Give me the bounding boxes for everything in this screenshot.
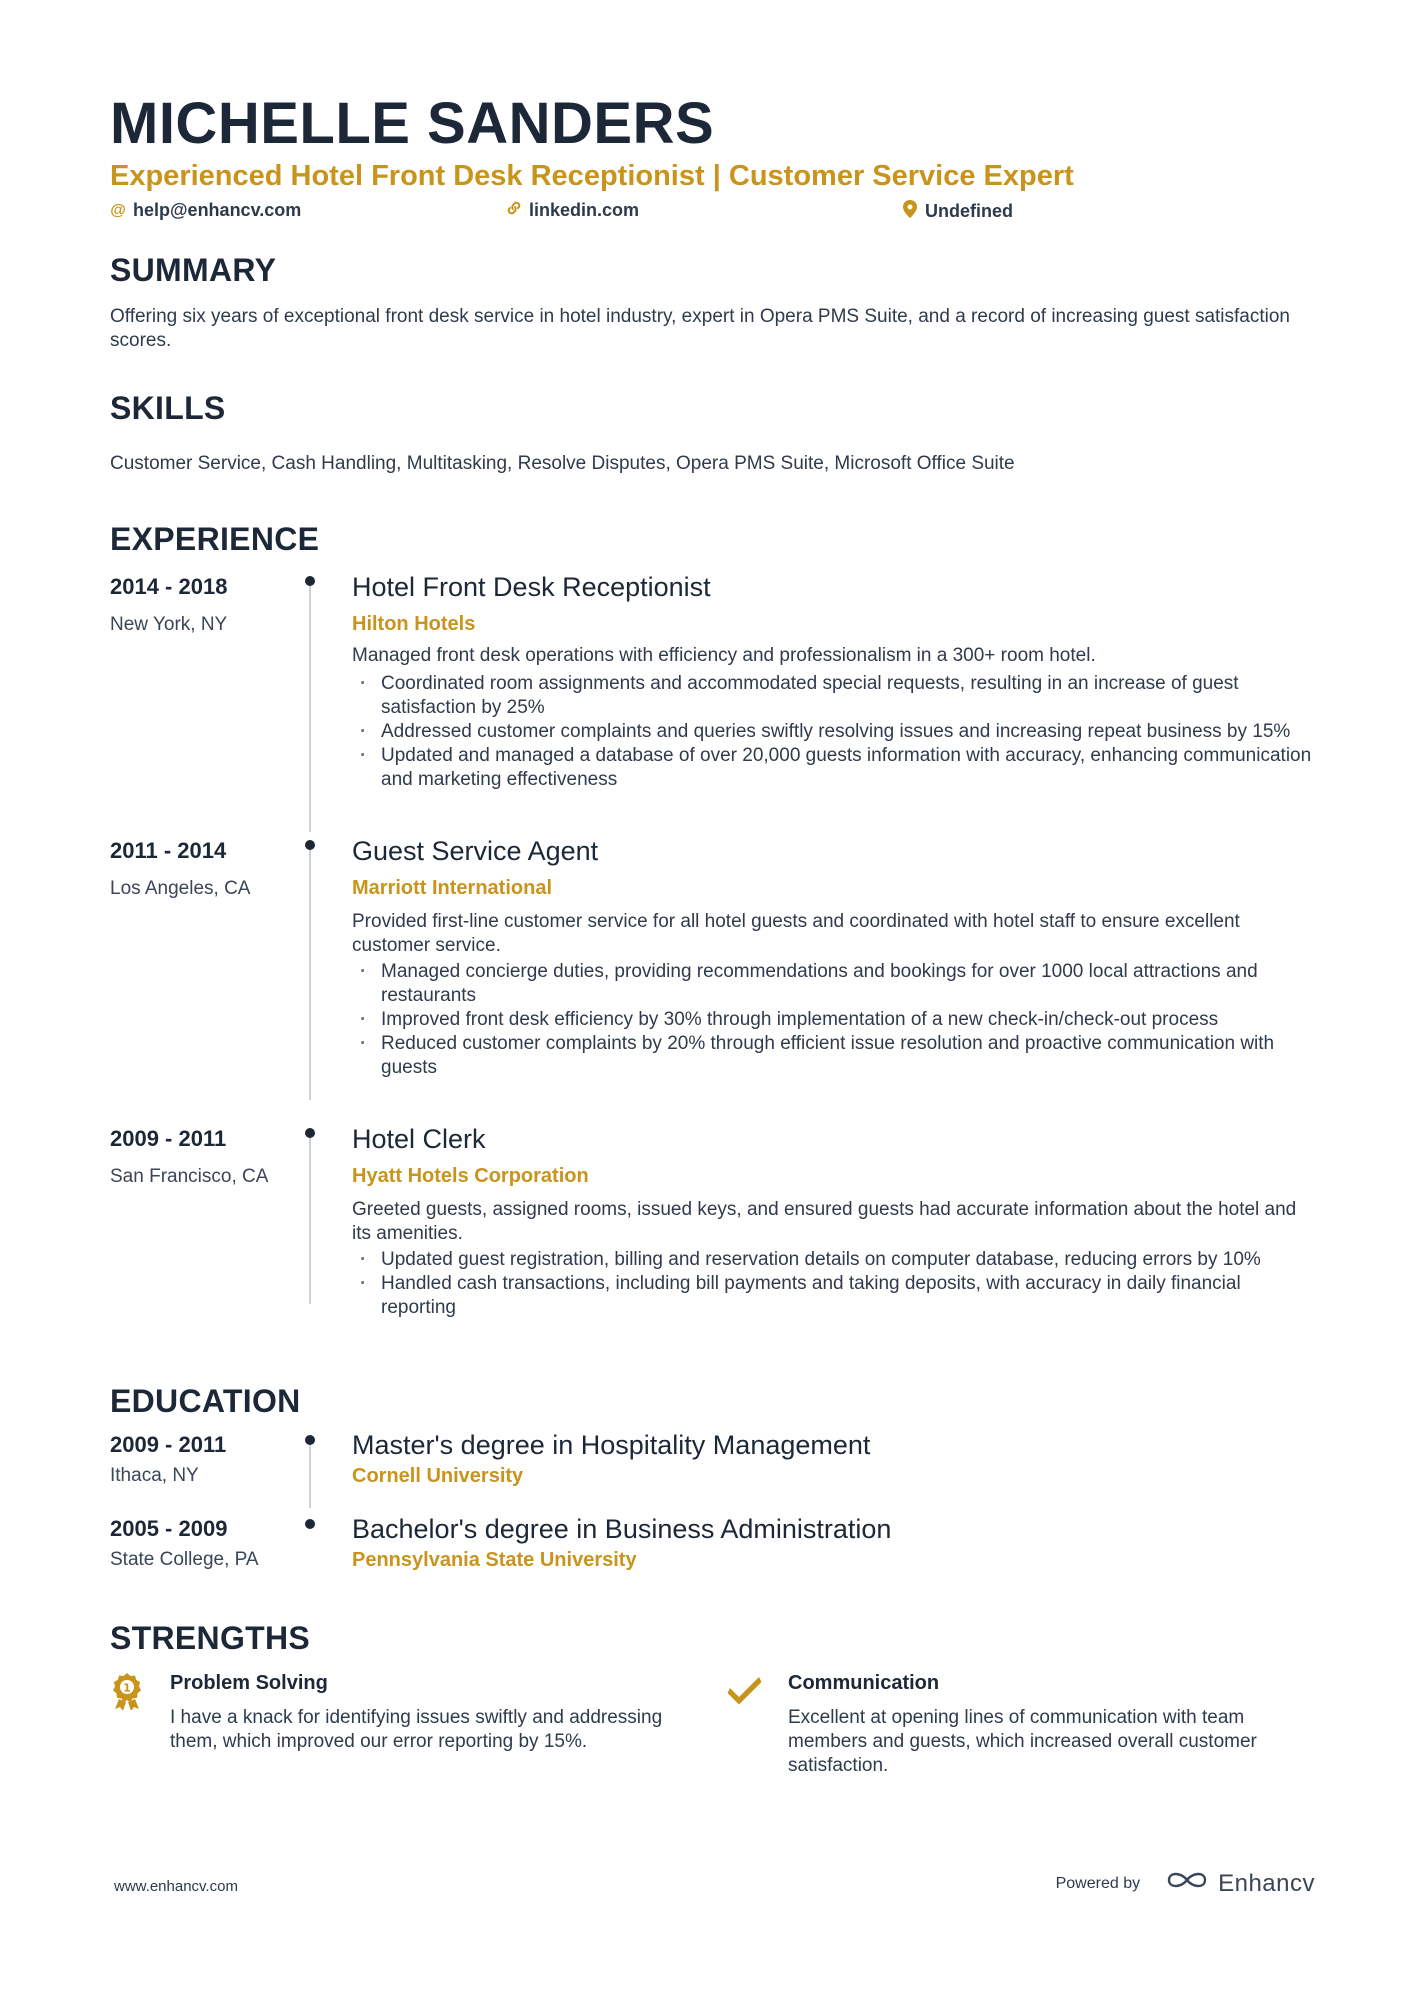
award-icon [110, 1672, 144, 1710]
job-description: Provided first-line customer service for all hotel guests and coordinated with hotel staff to ensure excellent customer service. [352, 911, 1240, 956]
footer-branding [1056, 1868, 1315, 1899]
job-bullets [352, 672, 1312, 792]
powered-by-label: Powered by [1055, 1874, 1141, 1892]
experience-heading: EXPERIENCE [110, 521, 320, 557]
contact-linkedin[interactable] [506, 200, 639, 221]
job-location: San Francisco, CA [110, 1166, 269, 1187]
timeline-dot [305, 840, 315, 850]
job-company: Marriott International [352, 877, 553, 899]
contact-location [902, 200, 1013, 223]
edu-degree: Master's degree in Hospitality Management [352, 1430, 871, 1460]
job-dates: 2011 - 2014 [110, 838, 227, 863]
strength-text: Excellent at opening lines of communication with team members and guests, which increased overall customer satisfaction. [788, 1707, 1257, 1776]
svg-text:1: 1 [123, 1681, 131, 1695]
job-description: Managed front desk operations with efficiency and professionalism in a 300+ room hotel. [352, 645, 1096, 666]
contact-bar [110, 200, 1310, 224]
list-item: · Addressed customer complaints and queries swiftly resolving issues and increasing repeat business by 15% [352, 720, 1312, 744]
list-item: · Updated and managed a database of over 20,000 guests information with accuracy, enhancing communication and marketing effectiveness [352, 744, 1312, 792]
job-location: Los Angeles, CA [110, 878, 251, 899]
brand-logo[interactable] [1164, 1868, 1315, 1899]
job-dates: 2014 - 2018 [110, 574, 228, 599]
job-title: Guest Service Agent [352, 836, 599, 866]
strength-text: I have a knack for identifying issues swiftly and addressing them, which improved our error reporting by 15%. [170, 1707, 663, 1752]
footer-website[interactable]: www.enhancv.com [114, 1878, 238, 1895]
linkedin-text: linkedin.com [529, 200, 640, 220]
timeline-line [309, 576, 311, 832]
job-location: New York, NY [110, 614, 228, 635]
job-title: Hotel Clerk [352, 1124, 486, 1154]
list-item: · Reduced customer complaints by 20% through efficient issue resolution and proactive communication with guests [352, 1032, 1312, 1080]
timeline-dot [305, 1128, 315, 1138]
timeline-dot [305, 1519, 315, 1529]
list-item: · Handled cash transactions, including bill payments and taking deposits, with accuracy in daily financial reporting [352, 1272, 1312, 1320]
timeline-line [309, 1128, 311, 1304]
edu-location: State College, PA [110, 1549, 259, 1570]
summary-heading: SUMMARY [110, 252, 277, 288]
brand-name: Enhancv [1218, 1869, 1315, 1897]
edu-school: Pennsylvania State University [352, 1549, 637, 1571]
list-item: · Improved front desk efficiency by 30% through implementation of a new check-in/check-out process [352, 1008, 1312, 1032]
edu-dates: 2009 - 2011 [110, 1432, 227, 1457]
job-bullets [352, 960, 1312, 1080]
edu-degree: Bachelor's degree in Business Administration [352, 1514, 892, 1544]
at-icon: @ [110, 201, 126, 219]
candidate-name: MICHELLE SANDERS [110, 91, 715, 156]
map-pin-icon [902, 200, 918, 223]
edu-location: Ithaca, NY [110, 1465, 199, 1486]
link-icon [506, 200, 522, 221]
strength-title: Communication [788, 1672, 940, 1694]
edu-school: Cornell University [352, 1465, 524, 1487]
timeline-dot [305, 1435, 315, 1445]
strength-title: Problem Solving [170, 1672, 328, 1694]
education-heading: EDUCATION [110, 1383, 301, 1419]
job-bullets [352, 1248, 1312, 1320]
job-title: Hotel Front Desk Receptionist [352, 572, 711, 602]
skills-text: Customer Service, Cash Handling, Multitasking, Resolve Disputes, Opera PMS Suite, Microsoft Office Suite [110, 453, 1015, 474]
timeline-line [309, 1440, 311, 1508]
skills-heading: SKILLS [110, 390, 226, 426]
job-company: Hilton Hotels [352, 613, 476, 635]
strengths-heading: STRENGTHS [110, 1620, 311, 1656]
infinity-logo-icon [1164, 1868, 1210, 1899]
contact-email[interactable] [110, 200, 301, 221]
summary-text: Offering six years of exceptional front desk service in hotel industry, expert in Opera PMS Suite, and a record of increasing guest satisfaction scores. [110, 306, 1291, 351]
job-description: Greeted guests, assigned rooms, issued keys, and ensured guests had accurate information about the hotel and its amenities. [352, 1199, 1297, 1244]
checkmark-icon [728, 1672, 762, 1710]
candidate-headline: Experienced Hotel Front Desk Receptionist | Customer Service Expert [110, 160, 1074, 192]
edu-dates: 2005 - 2009 [110, 1516, 228, 1541]
list-item: · Coordinated room assignments and accommodated special requests, resulting in an increase of guest satisfaction by 25% [352, 672, 1312, 720]
location-text: Undefined [925, 201, 1013, 221]
timeline-line [309, 840, 311, 1100]
job-company: Hyatt Hotels Corporation [352, 1165, 589, 1187]
job-dates: 2009 - 2011 [110, 1126, 227, 1151]
email-text: help@enhancv.com [133, 200, 302, 220]
timeline-dot [305, 576, 315, 586]
list-item: · Updated guest registration, billing and reservation details on computer database, reducing errors by 10% [352, 1248, 1312, 1272]
list-item: · Managed concierge duties, providing recommendations and bookings for over 1000 local attractions and restaurants [352, 960, 1312, 1008]
